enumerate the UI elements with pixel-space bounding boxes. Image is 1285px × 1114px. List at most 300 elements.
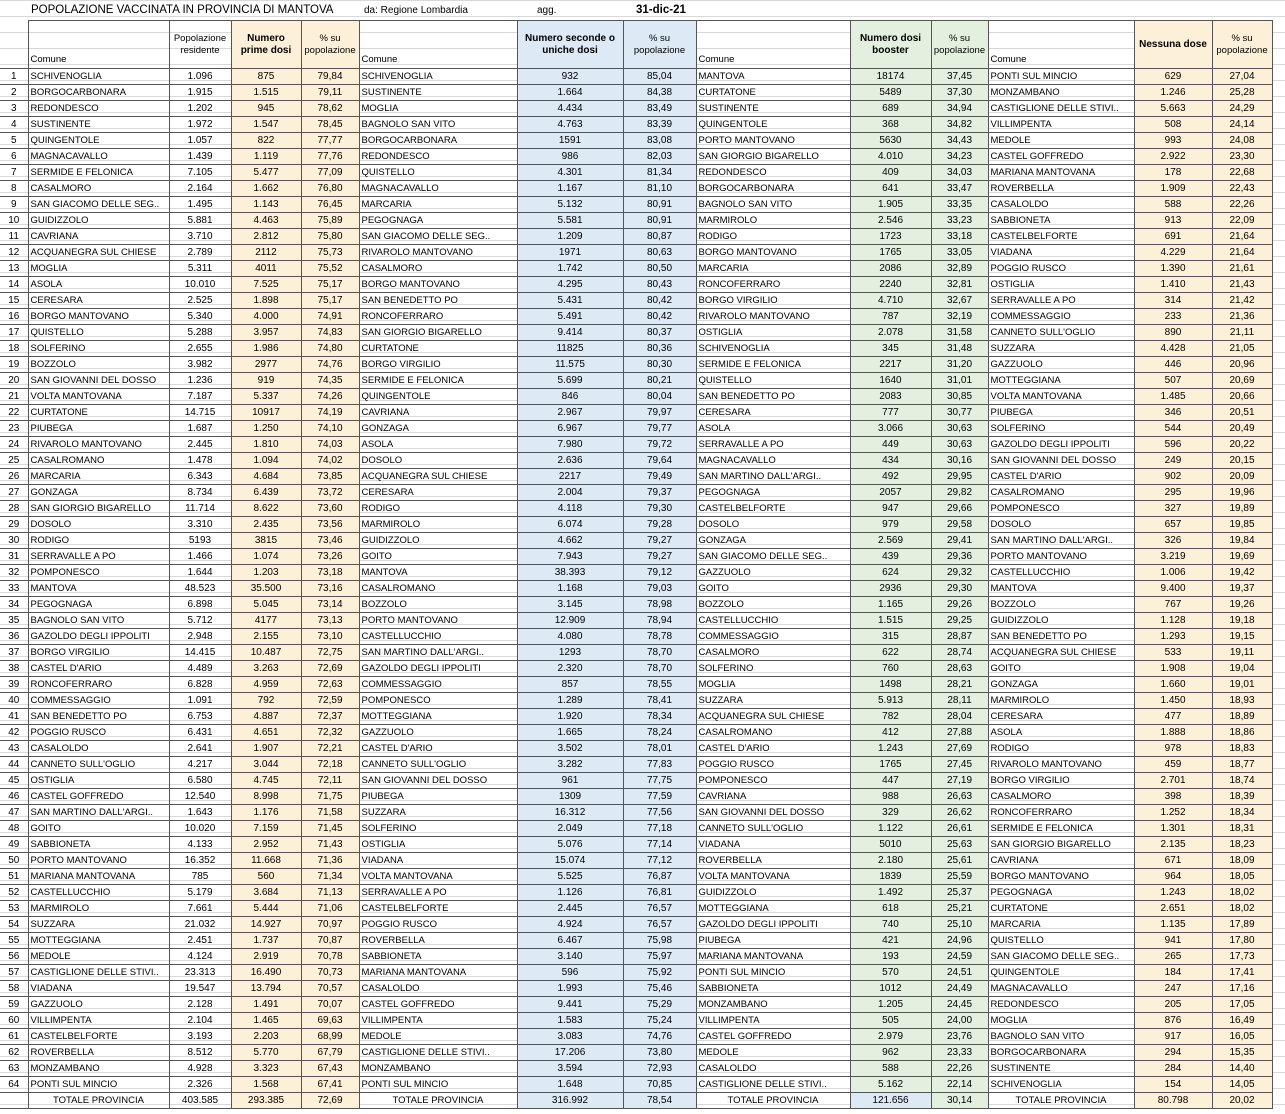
cell-popolazione[interactable]: 3.310 xyxy=(169,517,231,533)
cell-nessuna-dose[interactable]: 233 xyxy=(1134,309,1212,325)
cell-seconde-dosi[interactable]: 1591 xyxy=(517,133,623,149)
cell-booster-pct[interactable]: 29,30 xyxy=(931,581,988,597)
cell-popolazione[interactable]: 2.451 xyxy=(169,933,231,949)
cell-booster-pct[interactable]: 28,21 xyxy=(931,677,988,693)
cell-popolazione[interactable]: 2.641 xyxy=(169,741,231,757)
cell-prime-pct[interactable]: 71,43 xyxy=(301,837,359,853)
cell-seconde-dosi[interactable]: 5.076 xyxy=(517,837,623,853)
cell-prime-pct[interactable]: 74,35 xyxy=(301,373,359,389)
cell-nessuna-pct[interactable]: 23,30 xyxy=(1212,149,1272,165)
cell-popolazione[interactable]: 12.540 xyxy=(169,789,231,805)
cell-seconde-dosi[interactable]: 1.993 xyxy=(517,981,623,997)
cell-booster-pct[interactable]: 27,45 xyxy=(931,757,988,773)
cell-prime-pct[interactable]: 75,89 xyxy=(301,213,359,229)
cell-popolazione[interactable]: 4.133 xyxy=(169,837,231,853)
cell-comune-nessuna[interactable]: CERESARA xyxy=(988,709,1134,725)
cell-comune-booster[interactable]: RONCOFERRARO xyxy=(696,277,850,293)
cell-booster-pct[interactable]: 24,51 xyxy=(931,965,988,981)
cell-nessuna-dose[interactable]: 327 xyxy=(1134,501,1212,517)
cell-popolazione[interactable]: 5193 xyxy=(169,533,231,549)
cell-booster-pct[interactable]: 29,36 xyxy=(931,549,988,565)
cell-comune-nessuna[interactable]: BAGNOLO SAN VITO xyxy=(988,1029,1134,1045)
cell-nessuna-pct[interactable]: 19,84 xyxy=(1212,533,1272,549)
cell-popolazione[interactable]: 2.326 xyxy=(169,1077,231,1093)
cell-booster-pct[interactable]: 24,59 xyxy=(931,949,988,965)
cell-seconde-dosi[interactable]: 1.664 xyxy=(517,85,623,101)
cell-seconde-pct[interactable]: 77,18 xyxy=(623,821,696,837)
cell-seconde-pct[interactable]: 85,04 xyxy=(623,69,696,85)
cell-booster-pct[interactable]: 29,25 xyxy=(931,613,988,629)
cell-prime-dosi[interactable]: 1.662 xyxy=(231,181,301,197)
cell-seconde-pct[interactable]: 80,87 xyxy=(623,229,696,245)
cell-seconde-dosi[interactable]: 1.167 xyxy=(517,181,623,197)
cell-prime-dosi[interactable]: 16.490 xyxy=(231,965,301,981)
cell-prime-pct[interactable]: 74,19 xyxy=(301,405,359,421)
cell-nessuna-pct[interactable]: 21,11 xyxy=(1212,325,1272,341)
cell-prime-dosi[interactable]: 14.927 xyxy=(231,917,301,933)
cell-seconde-dosi[interactable]: 4.924 xyxy=(517,917,623,933)
cell-booster-pct[interactable]: 22,26 xyxy=(931,1061,988,1077)
cell-seconde-dosi[interactable]: 11.575 xyxy=(517,357,623,373)
cell-booster-dosi[interactable]: 1.122 xyxy=(850,821,931,837)
cell-comune-booster[interactable]: CASTEL D'ARIO xyxy=(696,741,850,757)
cell-comune-prime[interactable]: SOLFERINO xyxy=(28,341,169,357)
cell-popolazione[interactable]: 2.789 xyxy=(169,245,231,261)
cell-popolazione[interactable]: 2.948 xyxy=(169,629,231,645)
cell-booster-pct[interactable]: 30,16 xyxy=(931,453,988,469)
cell-comune-seconde[interactable]: QUINGENTOLE xyxy=(359,389,517,405)
cell-comune-nessuna[interactable]: DOSOLO xyxy=(988,517,1134,533)
cell-seconde-pct[interactable]: 77,14 xyxy=(623,837,696,853)
cell-nessuna-pct[interactable]: 19,37 xyxy=(1212,581,1272,597)
cell-seconde-dosi[interactable]: 857 xyxy=(517,677,623,693)
cell-prime-dosi[interactable]: 5.477 xyxy=(231,165,301,181)
cell-booster-dosi[interactable]: 1723 xyxy=(850,229,931,245)
cell-nessuna-pct[interactable]: 24,14 xyxy=(1212,117,1272,133)
cell-nessuna-dose[interactable]: 544 xyxy=(1134,421,1212,437)
cell-seconde-pct[interactable]: 79,72 xyxy=(623,437,696,453)
cell-seconde-dosi[interactable]: 4.301 xyxy=(517,165,623,181)
cell-seconde-pct[interactable]: 77,56 xyxy=(623,805,696,821)
cell-nessuna-dose[interactable]: 876 xyxy=(1134,1013,1212,1029)
cell-comune-booster[interactable]: CANNETO SULL'OGLIO xyxy=(696,821,850,837)
cell-booster-pct[interactable]: 24,96 xyxy=(931,933,988,949)
cell-comune-booster[interactable]: MONZAMBANO xyxy=(696,997,850,1013)
cell-prime-dosi[interactable]: 1.094 xyxy=(231,453,301,469)
cell-seconde-pct[interactable]: 76,87 xyxy=(623,869,696,885)
cell-seconde-dosi[interactable]: 1.665 xyxy=(517,725,623,741)
cell-comune-nessuna[interactable]: CASTELLUCCHIO xyxy=(988,565,1134,581)
cell-nessuna-pct[interactable]: 14,40 xyxy=(1212,1061,1272,1077)
total-booster[interactable]: 121.656 xyxy=(850,1093,931,1109)
cell-prime-pct[interactable]: 71,13 xyxy=(301,885,359,901)
cell-booster-dosi[interactable]: 492 xyxy=(850,469,931,485)
cell-seconde-pct[interactable]: 74,76 xyxy=(623,1029,696,1045)
cell-nessuna-dose[interactable]: 477 xyxy=(1134,709,1212,725)
cell-seconde-dosi[interactable]: 9.441 xyxy=(517,997,623,1013)
cell-nessuna-pct[interactable]: 19,96 xyxy=(1212,485,1272,501)
cell-comune-prime[interactable]: GAZOLDO DEGLI IPPOLITI xyxy=(28,629,169,645)
cell-comune-seconde[interactable]: CASTELBELFORTE xyxy=(359,901,517,917)
cell-prime-pct[interactable]: 79,84 xyxy=(301,69,359,85)
cell-comune-booster[interactable]: MARIANA MANTOVANA xyxy=(696,949,850,965)
cell-comune-prime[interactable]: REDONDESCO xyxy=(28,101,169,117)
cell-comune-nessuna[interactable]: BOZZOLO xyxy=(988,597,1134,613)
cell-comune-seconde[interactable]: CANNETO SULL'OGLIO xyxy=(359,757,517,773)
cell-comune-seconde[interactable]: GAZZUOLO xyxy=(359,725,517,741)
cell-booster-pct[interactable]: 24,45 xyxy=(931,997,988,1013)
cell-comune-prime[interactable]: VOLTA MANTOVANA xyxy=(28,389,169,405)
cell-nessuna-pct[interactable]: 18,23 xyxy=(1212,837,1272,853)
cell-booster-dosi[interactable]: 1.243 xyxy=(850,741,931,757)
cell-popolazione[interactable]: 5.311 xyxy=(169,261,231,277)
cell-prime-dosi[interactable]: 4.959 xyxy=(231,677,301,693)
cell-comune-seconde[interactable]: SAN GIOVANNI DEL DOSSO xyxy=(359,773,517,789)
cell-comune-prime[interactable]: SAN GIORGIO BIGARELLO xyxy=(28,501,169,517)
cell-comune-booster[interactable]: SOLFERINO xyxy=(696,661,850,677)
cell-prime-dosi[interactable]: 4.000 xyxy=(231,309,301,325)
cell-comune-prime[interactable]: BOZZOLO xyxy=(28,357,169,373)
cell-nessuna-dose[interactable]: 671 xyxy=(1134,853,1212,869)
cell-nessuna-pct[interactable]: 18,39 xyxy=(1212,789,1272,805)
cell-nessuna-pct[interactable]: 19,69 xyxy=(1212,549,1272,565)
cell-booster-dosi[interactable]: 4.010 xyxy=(850,149,931,165)
cell-comune-prime[interactable]: RIVAROLO MANTOVANO xyxy=(28,437,169,453)
cell-booster-pct[interactable]: 23,33 xyxy=(931,1045,988,1061)
total-booster-pct[interactable]: 30,14 xyxy=(931,1093,988,1109)
cell-prime-pct[interactable]: 73,14 xyxy=(301,597,359,613)
cell-comune-nessuna[interactable]: ASOLA xyxy=(988,725,1134,741)
cell-booster-pct[interactable]: 26,63 xyxy=(931,789,988,805)
cell-seconde-dosi[interactable]: 5.132 xyxy=(517,197,623,213)
cell-comune-nessuna[interactable]: RONCOFERRARO xyxy=(988,805,1134,821)
cell-prime-pct[interactable]: 73,60 xyxy=(301,501,359,517)
cell-nessuna-pct[interactable]: 24,29 xyxy=(1212,101,1272,117)
cell-comune-prime[interactable]: SERMIDE E FELONICA xyxy=(28,165,169,181)
cell-prime-dosi[interactable]: 3815 xyxy=(231,533,301,549)
cell-booster-pct[interactable]: 31,58 xyxy=(931,325,988,341)
cell-comune-prime[interactable]: ASOLA xyxy=(28,277,169,293)
cell-prime-pct[interactable]: 72,59 xyxy=(301,693,359,709)
cell-prime-pct[interactable]: 72,21 xyxy=(301,741,359,757)
cell-popolazione[interactable]: 5.288 xyxy=(169,325,231,341)
cell-booster-dosi[interactable]: 447 xyxy=(850,773,931,789)
cell-seconde-pct[interactable]: 79,97 xyxy=(623,405,696,421)
cell-prime-dosi[interactable]: 875 xyxy=(231,69,301,85)
cell-comune-prime[interactable]: QUISTELLO xyxy=(28,325,169,341)
cell-prime-pct[interactable]: 75,17 xyxy=(301,293,359,309)
cell-comune-seconde[interactable]: CASTIGLIONE DELLE STIVI.. xyxy=(359,1045,517,1061)
cell-comune-prime[interactable]: POMPONESCO xyxy=(28,565,169,581)
cell-booster-dosi[interactable]: 439 xyxy=(850,549,931,565)
cell-comune-seconde[interactable]: MARMIROLO xyxy=(359,517,517,533)
cell-seconde-dosi[interactable]: 2.004 xyxy=(517,485,623,501)
cell-nessuna-dose[interactable]: 941 xyxy=(1134,933,1212,949)
cell-booster-pct[interactable]: 29,32 xyxy=(931,565,988,581)
cell-comune-booster[interactable]: PEGOGNAGA xyxy=(696,485,850,501)
cell-nessuna-pct[interactable]: 21,64 xyxy=(1212,229,1272,245)
cell-comune-seconde[interactable]: SUSTINENTE xyxy=(359,85,517,101)
cell-seconde-pct[interactable]: 73,80 xyxy=(623,1045,696,1061)
cell-seconde-pct[interactable]: 78,98 xyxy=(623,597,696,613)
cell-comune-booster[interactable]: REDONDESCO xyxy=(696,165,850,181)
cell-nessuna-pct[interactable]: 17,89 xyxy=(1212,917,1272,933)
cell-booster-dosi[interactable]: 570 xyxy=(850,965,931,981)
cell-comune-seconde[interactable]: CURTATONE xyxy=(359,341,517,357)
cell-booster-pct[interactable]: 30,63 xyxy=(931,421,988,437)
cell-booster-dosi[interactable]: 1498 xyxy=(850,677,931,693)
cell-seconde-dosi[interactable]: 1971 xyxy=(517,245,623,261)
cell-seconde-pct[interactable]: 77,75 xyxy=(623,773,696,789)
cell-booster-pct[interactable]: 25,37 xyxy=(931,885,988,901)
cell-prime-pct[interactable]: 71,36 xyxy=(301,853,359,869)
cell-prime-dosi[interactable]: 3.263 xyxy=(231,661,301,677)
cell-comune-booster[interactable]: DOSOLO xyxy=(696,517,850,533)
cell-prime-pct[interactable]: 70,87 xyxy=(301,933,359,949)
cell-nessuna-dose[interactable]: 314 xyxy=(1134,293,1212,309)
cell-seconde-pct[interactable]: 77,59 xyxy=(623,789,696,805)
cell-comune-prime[interactable]: CASTEL D'ARIO xyxy=(28,661,169,677)
cell-comune-nessuna[interactable]: CASTIGLIONE DELLE STIVI.. xyxy=(988,101,1134,117)
cell-comune-seconde[interactable]: RODIGO xyxy=(359,501,517,517)
cell-prime-dosi[interactable]: 4.745 xyxy=(231,773,301,789)
cell-nessuna-dose[interactable]: 533 xyxy=(1134,645,1212,661)
cell-prime-pct[interactable]: 73,18 xyxy=(301,565,359,581)
cell-comune-nessuna[interactable]: REDONDESCO xyxy=(988,997,1134,1013)
cell-popolazione[interactable]: 7.661 xyxy=(169,901,231,917)
cell-nessuna-dose[interactable]: 398 xyxy=(1134,789,1212,805)
cell-booster-dosi[interactable]: 449 xyxy=(850,437,931,453)
cell-nessuna-dose[interactable]: 346 xyxy=(1134,405,1212,421)
cell-comune-seconde[interactable]: SAN MARTINO DALL'ARGI.. xyxy=(359,645,517,661)
cell-comune-nessuna[interactable]: GUIDIZZOLO xyxy=(988,613,1134,629)
cell-comune-prime[interactable]: GOITO xyxy=(28,821,169,837)
cell-prime-dosi[interactable]: 560 xyxy=(231,869,301,885)
cell-prime-dosi[interactable]: 2.203 xyxy=(231,1029,301,1045)
cell-seconde-dosi[interactable]: 3.282 xyxy=(517,757,623,773)
cell-nessuna-dose[interactable]: 3.219 xyxy=(1134,549,1212,565)
cell-nessuna-pct[interactable]: 25,28 xyxy=(1212,85,1272,101)
cell-prime-dosi[interactable]: 1.986 xyxy=(231,341,301,357)
cell-nessuna-pct[interactable]: 18,93 xyxy=(1212,693,1272,709)
cell-nessuna-pct[interactable]: 21,61 xyxy=(1212,261,1272,277)
cell-comune-nessuna[interactable]: SERRAVALLE A PO xyxy=(988,293,1134,309)
cell-nessuna-dose[interactable]: 2.135 xyxy=(1134,837,1212,853)
cell-booster-pct[interactable]: 32,81 xyxy=(931,277,988,293)
cell-comune-booster[interactable]: POGGIO RUSCO xyxy=(696,757,850,773)
cell-comune-prime[interactable]: CAVRIANA xyxy=(28,229,169,245)
cell-nessuna-dose[interactable]: 1.485 xyxy=(1134,389,1212,405)
cell-booster-pct[interactable]: 34,03 xyxy=(931,165,988,181)
cell-comune-nessuna[interactable]: CURTATONE xyxy=(988,901,1134,917)
cell-nessuna-dose[interactable]: 1.390 xyxy=(1134,261,1212,277)
cell-nessuna-pct[interactable]: 18,74 xyxy=(1212,773,1272,789)
cell-seconde-pct[interactable]: 70,85 xyxy=(623,1077,696,1093)
cell-booster-pct[interactable]: 33,23 xyxy=(931,213,988,229)
cell-seconde-dosi[interactable]: 11825 xyxy=(517,341,623,357)
cell-nessuna-pct[interactable]: 18,34 xyxy=(1212,805,1272,821)
cell-booster-dosi[interactable]: 947 xyxy=(850,501,931,517)
cell-comune-prime[interactable]: SCHIVENOGLIA xyxy=(28,69,169,85)
cell-seconde-dosi[interactable]: 5.491 xyxy=(517,309,623,325)
cell-seconde-dosi[interactable]: 3.594 xyxy=(517,1061,623,1077)
cell-prime-pct[interactable]: 72,69 xyxy=(301,661,359,677)
cell-comune-nessuna[interactable]: MAGNACAVALLO xyxy=(988,981,1134,997)
cell-comune-seconde[interactable]: PONTI SUL MINCIO xyxy=(359,1077,517,1093)
cell-seconde-pct[interactable]: 79,64 xyxy=(623,453,696,469)
cell-comune-booster[interactable]: CASALMORO xyxy=(696,645,850,661)
cell-booster-pct[interactable]: 27,88 xyxy=(931,725,988,741)
cell-booster-dosi[interactable]: 618 xyxy=(850,901,931,917)
cell-booster-pct[interactable]: 25,10 xyxy=(931,917,988,933)
cell-comune-nessuna[interactable]: PIUBEGA xyxy=(988,405,1134,421)
cell-popolazione[interactable]: 21.032 xyxy=(169,917,231,933)
cell-comune-seconde[interactable]: RONCOFERRARO xyxy=(359,309,517,325)
cell-seconde-pct[interactable]: 81,10 xyxy=(623,181,696,197)
cell-popolazione[interactable]: 1.643 xyxy=(169,805,231,821)
cell-comune-prime[interactable]: GUIDIZZOLO xyxy=(28,213,169,229)
cell-comune-nessuna[interactable]: VIADANA xyxy=(988,245,1134,261)
cell-nessuna-pct[interactable]: 18,86 xyxy=(1212,725,1272,741)
cell-popolazione[interactable]: 8.734 xyxy=(169,485,231,501)
cell-prime-dosi[interactable]: 35.500 xyxy=(231,581,301,597)
cell-popolazione[interactable]: 19.547 xyxy=(169,981,231,997)
cell-booster-dosi[interactable]: 624 xyxy=(850,565,931,581)
cell-prime-dosi[interactable]: 1.737 xyxy=(231,933,301,949)
cell-seconde-dosi[interactable]: 961 xyxy=(517,773,623,789)
cell-nessuna-dose[interactable]: 588 xyxy=(1134,197,1212,213)
cell-prime-dosi[interactable]: 8.622 xyxy=(231,501,301,517)
cell-seconde-pct[interactable]: 79,30 xyxy=(623,501,696,517)
cell-booster-pct[interactable]: 32,89 xyxy=(931,261,988,277)
cell-seconde-pct[interactable]: 81,34 xyxy=(623,165,696,181)
cell-booster-pct[interactable]: 34,82 xyxy=(931,117,988,133)
cell-booster-pct[interactable]: 25,61 xyxy=(931,853,988,869)
cell-booster-dosi[interactable]: 740 xyxy=(850,917,931,933)
cell-booster-pct[interactable]: 26,61 xyxy=(931,821,988,837)
cell-seconde-pct[interactable]: 80,91 xyxy=(623,197,696,213)
cell-comune-prime[interactable]: CASTELLUCCHIO xyxy=(28,885,169,901)
cell-comune-prime[interactable]: BORGOCARBONARA xyxy=(28,85,169,101)
cell-prime-pct[interactable]: 70,78 xyxy=(301,949,359,965)
cell-comune-booster[interactable]: SCHIVENOGLIA xyxy=(696,341,850,357)
cell-nessuna-pct[interactable]: 17,41 xyxy=(1212,965,1272,981)
cell-nessuna-pct[interactable]: 21,36 xyxy=(1212,309,1272,325)
cell-comune-nessuna[interactable]: ACQUANEGRA SUL CHIESE xyxy=(988,645,1134,661)
cell-prime-dosi[interactable]: 1.810 xyxy=(231,437,301,453)
cell-booster-pct[interactable]: 29,58 xyxy=(931,517,988,533)
cell-prime-pct[interactable]: 71,06 xyxy=(301,901,359,917)
cell-comune-seconde[interactable]: SCHIVENOGLIA xyxy=(359,69,517,85)
cell-comune-prime[interactable]: MANTOVA xyxy=(28,581,169,597)
cell-prime-pct[interactable]: 73,13 xyxy=(301,613,359,629)
cell-nessuna-pct[interactable]: 19,18 xyxy=(1212,613,1272,629)
cell-comune-nessuna[interactable]: POMPONESCO xyxy=(988,501,1134,517)
cell-prime-dosi[interactable]: 7.525 xyxy=(231,277,301,293)
cell-nessuna-dose[interactable]: 978 xyxy=(1134,741,1212,757)
cell-comune-prime[interactable]: CERESARA xyxy=(28,293,169,309)
cell-prime-dosi[interactable]: 6.439 xyxy=(231,485,301,501)
cell-comune-booster[interactable]: GOITO xyxy=(696,581,850,597)
cell-seconde-pct[interactable]: 75,97 xyxy=(623,949,696,965)
cell-prime-pct[interactable]: 75,52 xyxy=(301,261,359,277)
cell-seconde-dosi[interactable]: 4.763 xyxy=(517,117,623,133)
cell-popolazione[interactable]: 48.523 xyxy=(169,581,231,597)
cell-comune-seconde[interactable]: RIVAROLO MANTOVANO xyxy=(359,245,517,261)
cell-comune-prime[interactable]: BORGO MANTOVANO xyxy=(28,309,169,325)
cell-comune-prime[interactable]: ACQUANEGRA SUL CHIESE xyxy=(28,245,169,261)
cell-seconde-dosi[interactable]: 1.289 xyxy=(517,693,623,709)
cell-popolazione[interactable]: 7.105 xyxy=(169,165,231,181)
cell-comune-seconde[interactable]: REDONDESCO xyxy=(359,149,517,165)
cell-booster-pct[interactable]: 23,76 xyxy=(931,1029,988,1045)
cell-comune-seconde[interactable]: SAN GIORGIO BIGARELLO xyxy=(359,325,517,341)
cell-popolazione[interactable]: 4.928 xyxy=(169,1061,231,1077)
cell-prime-dosi[interactable]: 1.465 xyxy=(231,1013,301,1029)
cell-seconde-dosi[interactable]: 5.699 xyxy=(517,373,623,389)
cell-seconde-dosi[interactable]: 6.467 xyxy=(517,933,623,949)
cell-nessuna-pct[interactable]: 18,02 xyxy=(1212,885,1272,901)
cell-nessuna-dose[interactable]: 459 xyxy=(1134,757,1212,773)
cell-booster-dosi[interactable]: 782 xyxy=(850,709,931,725)
cell-comune-seconde[interactable]: ROVERBELLA xyxy=(359,933,517,949)
cell-comune-booster[interactable]: PIUBEGA xyxy=(696,933,850,949)
cell-comune-seconde[interactable]: CASTEL GOFFREDO xyxy=(359,997,517,1013)
cell-comune-seconde[interactable]: GAZOLDO DEGLI IPPOLITI xyxy=(359,661,517,677)
cell-nessuna-pct[interactable]: 15,35 xyxy=(1212,1045,1272,1061)
cell-nessuna-pct[interactable]: 21,64 xyxy=(1212,245,1272,261)
cell-seconde-dosi[interactable]: 6.074 xyxy=(517,517,623,533)
cell-nessuna-dose[interactable]: 657 xyxy=(1134,517,1212,533)
cell-prime-dosi[interactable]: 5.337 xyxy=(231,389,301,405)
cell-comune-nessuna[interactable]: SOLFERINO xyxy=(988,421,1134,437)
cell-comune-seconde[interactable]: SUZZARA xyxy=(359,805,517,821)
cell-popolazione[interactable]: 6.580 xyxy=(169,773,231,789)
cell-comune-booster[interactable]: POMPONESCO xyxy=(696,773,850,789)
cell-booster-pct[interactable]: 28,74 xyxy=(931,645,988,661)
cell-comune-booster[interactable]: MARMIROLO xyxy=(696,213,850,229)
total-seconde-pct[interactable]: 78,54 xyxy=(623,1093,696,1109)
cell-prime-pct[interactable]: 73,10 xyxy=(301,629,359,645)
cell-booster-dosi[interactable]: 2.979 xyxy=(850,1029,931,1045)
cell-seconde-pct[interactable]: 78,70 xyxy=(623,645,696,661)
cell-seconde-dosi[interactable]: 2.445 xyxy=(517,901,623,917)
cell-comune-booster[interactable]: SAN GIOVANNI DEL DOSSO xyxy=(696,805,850,821)
cell-comune-seconde[interactable]: VILLIMPENTA xyxy=(359,1013,517,1029)
cell-comune-prime[interactable]: MEDOLE xyxy=(28,949,169,965)
cell-seconde-dosi[interactable]: 3.083 xyxy=(517,1029,623,1045)
cell-seconde-pct[interactable]: 76,81 xyxy=(623,885,696,901)
cell-seconde-pct[interactable]: 78,70 xyxy=(623,661,696,677)
cell-nessuna-pct[interactable]: 20,96 xyxy=(1212,357,1272,373)
cell-booster-pct[interactable]: 28,87 xyxy=(931,629,988,645)
cell-comune-nessuna[interactable]: GAZZUOLO xyxy=(988,357,1134,373)
cell-nessuna-pct[interactable]: 18,05 xyxy=(1212,869,1272,885)
cell-comune-nessuna[interactable]: MARIANA MANTOVANA xyxy=(988,165,1134,181)
cell-nessuna-dose[interactable]: 205 xyxy=(1134,997,1212,1013)
cell-comune-seconde[interactable]: OSTIGLIA xyxy=(359,837,517,853)
cell-comune-booster[interactable]: SUZZARA xyxy=(696,693,850,709)
cell-booster-pct[interactable]: 34,94 xyxy=(931,101,988,117)
cell-prime-pct[interactable]: 76,45 xyxy=(301,197,359,213)
cell-comune-prime[interactable]: CASALMORO xyxy=(28,181,169,197)
cell-nessuna-dose[interactable]: 1.410 xyxy=(1134,277,1212,293)
cell-comune-booster[interactable]: SAN GIACOMO DELLE SEG.. xyxy=(696,549,850,565)
cell-nessuna-pct[interactable]: 18,02 xyxy=(1212,901,1272,917)
cell-comune-nessuna[interactable]: CAVRIANA xyxy=(988,853,1134,869)
cell-comune-nessuna[interactable]: SERMIDE E FELONICA xyxy=(988,821,1134,837)
cell-comune-booster[interactable]: CASTELBELFORTE xyxy=(696,501,850,517)
